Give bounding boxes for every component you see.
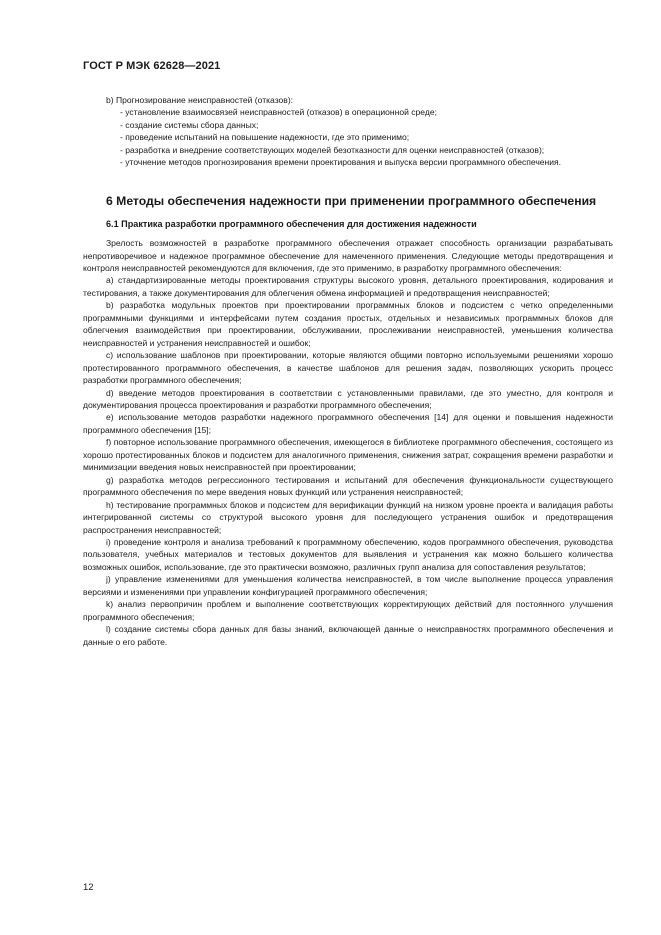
page-number: 12 <box>83 882 94 893</box>
list-item-a: a) стандартизированные методы проектирования структуры высокого уровня, детального проектирования, кодирования и тестирования, а также документирования для облегчения обмена информацией и предотвращения неисправностей; <box>83 275 613 298</box>
bullet-item: - уточнение методов прогнозирования времени проектирования и выпуска версии программного обеспечения. <box>120 157 562 168</box>
section-6-heading: 6 Методы обеспечения надежности при применении программного обеспечения <box>106 193 597 208</box>
list-item-l: l) создание системы сбора данных для базы знаний, включающей данные о неисправностях программного обеспечения и данные о его работе. <box>83 624 613 647</box>
list-item-i: i) проведение контроля и анализа требований к программному обеспечению, кодов программного обеспечения, руководства пользователя, учебных материалов и тестовых документов для выявления и устранения как можно большего количества возможных ошибок, использование, где это практически возможно, различных групп анализа для сопоставления результатов; <box>83 537 613 572</box>
list-item-c: c) использование шаблонов при проектировании, которые являются общими повторно используемыми решениями хорошо протестированного программного обеспечения, в качестве шаблонов для решения задач, позволяющих ускорить процесс разработки программного обеспечения; <box>83 350 613 386</box>
list-item-k: k) анализ первопричин проблем и выполнение соответствующих корректирующих действий для постоянного улучшения программного обеспечения; <box>83 599 613 622</box>
document-header: ГОСТ Р МЭК 62628—2021 <box>83 60 221 72</box>
bullet-item: - установление взаимосвязей неисправностей (отказов) в операционной среде; <box>120 107 437 118</box>
list-item-e: e) использование методов разработки надежного программного обеспечения [14] для оценки и повышения надежности программного обеспечения [15]; <box>83 412 613 435</box>
list-item-d: d) введение методов проектирования в соответствии с установленными правилами, где это уместно, для контроля и документирования процесса проектирования и разработки программного обеспечения; <box>83 387 613 411</box>
page-content <box>83 94 613 648</box>
list-item-b: b) Прогнозирование неисправностей (отказов): <box>106 95 294 105</box>
bullet-item: - создание системы сбора данных; <box>120 119 259 130</box>
bullet-item: - проведение испытаний на повышение надежности, где это применимо; <box>120 132 410 143</box>
list-item-b: b) разработка модульных проектов при проектировании программных блоков и подсистем с четко определенными программными функциями и интерфейсами путем создания простых, отдельных и независимых программных блоков для облегчения взаимодействия при проектировании, обслуживании, прослеживании неисправностей, уменьшения количества неисправностей и устранения неисправностей и ошибок; <box>83 300 613 348</box>
section-6-1-intro: Зрелость возможностей в разработке программного обеспечения отражает способность организации разрабатывать непротиворечивое и надежное программное обеспечение для намеченного применения. Следующие методы предотвращения и контроля неисправностей рекомендуются для включения, где это применимо, в разработку программного обеспечения: <box>83 238 613 274</box>
list-item-f: f) повторное использование программного обеспечения, имеющегося в библиотеке программного обеспечения, состоящего из хорошо протестированных блоков и подсистем для аналогичного применения, снижения затрат, сокращения времени разработки и минимизации введения новых неисправностей при проектировании; <box>83 437 613 473</box>
list-item-g: g) разработка методов регрессионного тестирования и испытаний для обеспечения функциональности существующего программного обеспечения по мере введения новых функций или устранения неисправностей; <box>83 474 613 498</box>
list-item-j: j) управление изменениями для уменьшения количества неисправностей, в том числе выполнение процесса управления версиями и изменениями при управлении конфигурацией программного обеспечения; <box>83 574 613 597</box>
section-6-1-heading: 6.1 Практика разработки программного обеспечения для достижения надежности <box>106 219 477 230</box>
bullet-item: - разработка и внедрение соответствующих моделей безотказности для оценки неисправностей (отказов); <box>120 144 545 155</box>
list-item-h: h) тестирование программных блоков и подсистем для верификации функций на низком уровне проекта и валидация работы интегрированной системы со структурой высокого уровня для последующего устранения ошибок и предотвращения распространения неисправностей; <box>83 499 613 535</box>
